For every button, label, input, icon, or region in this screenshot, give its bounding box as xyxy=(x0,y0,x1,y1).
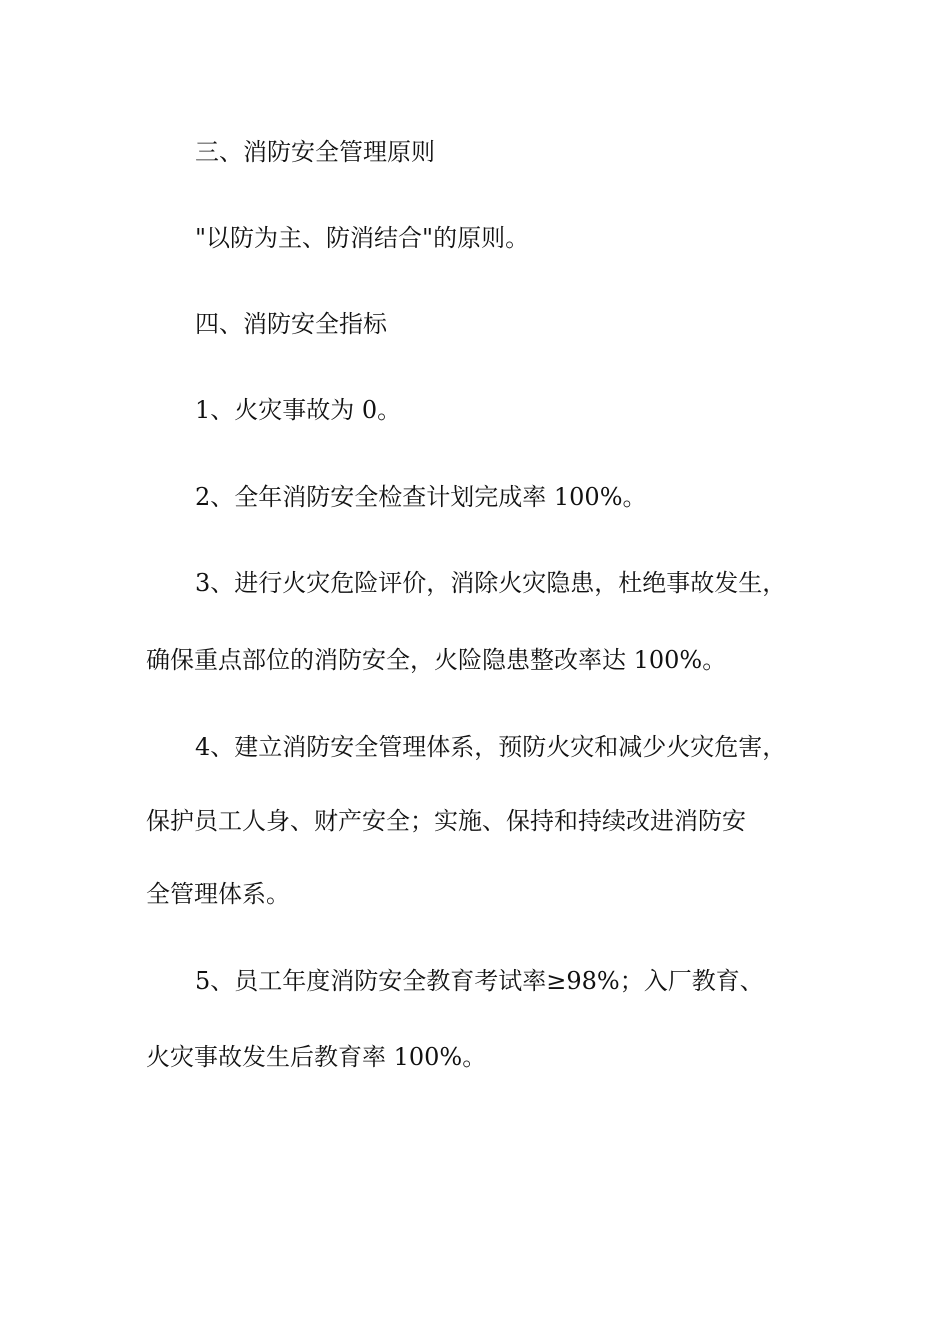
indicator-3-line-2: 确保重点部位的消防安全，火险隐患整改率达 100%。 xyxy=(146,646,727,674)
indicator-3-line-1: 3、进行火灾危险评价，消除火灾隐患，杜绝事故发生， xyxy=(195,569,787,597)
indicator-1-line-1: 1、火灾事故为 0。 xyxy=(195,396,402,424)
indicator-5-line-2: 火灾事故发生后教育率 100%。 xyxy=(146,1043,487,1071)
indicator-4-line-3: 全管理体系。 xyxy=(146,880,290,908)
section-heading-indicators: 四、消防安全指标 xyxy=(195,310,387,338)
section-heading-principles: 三、消防安全管理原则 xyxy=(195,138,435,166)
indicator-4-line-1: 4、建立消防安全管理体系，预防火灾和减少火灾危害， xyxy=(195,733,787,761)
principle-text: "以防为主、防消结合"的原则。 xyxy=(195,224,530,252)
indicator-5-line-1: 5、员工年度消防安全教育考试率≥98%；入厂教育、 xyxy=(195,967,764,995)
indicator-4-line-2: 保护员工人身、财产安全；实施、保持和持续改进消防安 xyxy=(146,807,746,835)
indicator-2-line-1: 2、全年消防安全检查计划完成率 100%。 xyxy=(195,483,647,511)
